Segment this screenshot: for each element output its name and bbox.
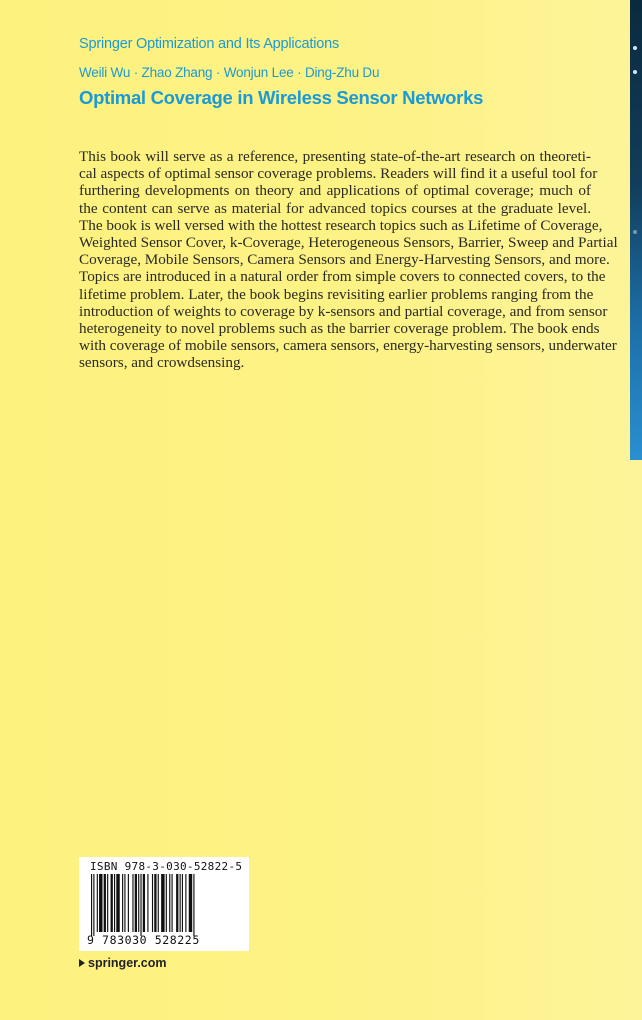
barcode-bar [147,874,148,932]
description-line: The book is well versed with the hottest research topics such as Lifetime of Coverage, [79,216,603,234]
barcode-bar [124,874,125,932]
barcode-bar [138,874,139,932]
description-line: furthering developments on theory and applications of optimal coverage; much of [79,182,591,200]
barcode-bar [176,874,178,932]
sparkle [633,46,637,50]
book-description [79,148,618,372]
sparkle [633,70,637,74]
barcode-bar [122,874,123,932]
description-line: sensors, and crowdsensing. [79,354,245,372]
description-line: introduction of weights to coverage by k-sensors and partial coverage, and from sensor [79,302,608,320]
description-line: This book will serve as a reference, presenting state-of-the-art research on theoreti- [79,148,591,165]
barcode-bar [185,874,186,932]
barcode-bar [104,874,106,932]
barcode-bars [91,874,237,936]
barcode-bar [91,874,92,936]
barcode-bar [128,874,129,932]
barcode-bar [140,874,141,936]
description-line: heterogeneity to novel problems such as the barrier coverage problem. The book ends [79,319,600,337]
barcode-bar [114,874,115,932]
barcode-bar [169,874,170,932]
spine-edge [630,0,642,460]
barcode-digits: 9 783030 528225 [87,933,200,947]
book-title: Optimal Coverage in Wireless Sensor Networks [79,87,484,108]
description-line: Weighted Sensor Cover, k-Coverage, Heterogeneous Sensors, Barrier, Sweep and Partial [79,233,618,251]
barcode-bar [193,874,194,936]
barcode-bar [189,874,192,932]
description-line: Topics are introduced in a natural order from simple covers to connected covers, to the [79,268,606,286]
barcode-bar [154,874,156,932]
arrow-right-icon [79,959,85,967]
barcode-bar [161,874,164,932]
description-line: cal aspects of optimal sensor coverage problems. Readers will find it a useful tool for [79,165,598,183]
barcode-bar [93,874,94,936]
website-text: springer.com [88,956,167,970]
sparkle [633,230,637,234]
description-line: Coverage, Mobile Sensors, Camera Sensors and Energy-Harvesting Sensors, and more. [79,251,610,269]
barcode-bar [116,874,119,932]
barcode-bar [135,874,137,932]
barcode-bar [172,874,173,932]
isbn-barcode [79,857,249,951]
description-line: with coverage of mobile sensors, camera sensors, energy-harvesting sensors, underwater [79,337,617,355]
isbn-label: ISBN 978-3-030-52822-5 [90,860,243,873]
description-line: lifetime problem. Later, the book begins revisiting earlier problems ranging from the [79,285,594,303]
barcode-bar [166,874,167,932]
barcode-bar [180,874,181,932]
barcode-bar [143,874,145,932]
barcode-bar [158,874,159,932]
barcode-bar [97,874,98,932]
series-name: Springer Optimization and Its Applications [79,36,339,52]
barcode-bar [99,874,102,932]
description-line: the content can serve as material for advanced topics courses at the graduate level. [79,199,591,217]
barcode-bar [132,874,133,932]
barcode-bar [111,874,113,932]
barcode-bar [182,874,183,932]
publisher-website[interactable] [79,956,167,970]
barcode-bar [152,874,153,932]
barcode-bar [107,874,108,932]
authors: Weili Wu · Zhao Zhang · Wonjun Lee · Ding-Zhu Du [79,65,380,80]
